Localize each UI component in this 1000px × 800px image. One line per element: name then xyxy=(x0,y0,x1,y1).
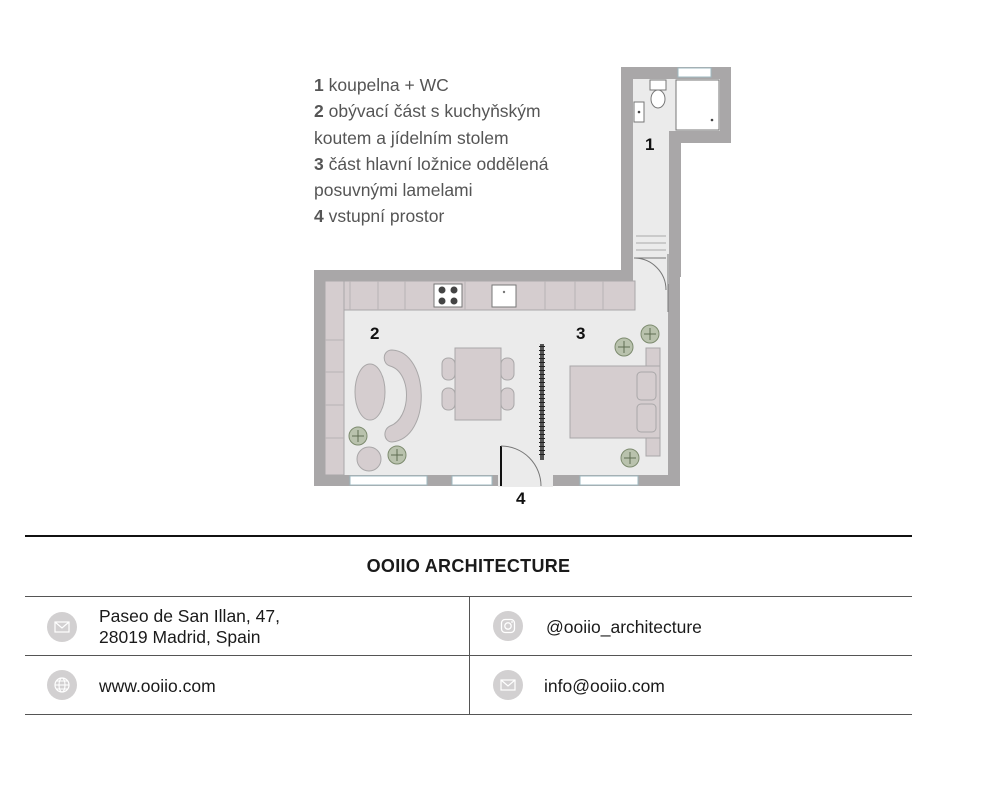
footer-top-rule xyxy=(25,535,912,537)
entrance-gap xyxy=(498,474,553,487)
email-link[interactable]: info@ooiio.com xyxy=(544,676,665,696)
mail-icon xyxy=(47,612,77,642)
legend-item-1: 1 koupelna + WC xyxy=(314,75,449,95)
kitchen-sink xyxy=(492,285,516,307)
room-legend xyxy=(314,72,548,230)
footer-divider-3 xyxy=(25,714,912,715)
room-label-3: 3 xyxy=(576,324,586,343)
sliding-lamellas xyxy=(540,344,544,460)
legend-item-2: 2 obývací část s kuchyňským xyxy=(314,101,541,122)
instagram-link[interactable]: @ooiio_architecture xyxy=(546,617,702,637)
globe-icon xyxy=(47,670,77,700)
instagram-icon xyxy=(493,611,523,641)
envelope-icon xyxy=(493,670,523,700)
website-link[interactable]: www.ooiio.com xyxy=(99,676,216,696)
room-label-2: 2 xyxy=(370,324,380,343)
room-label-1: 1 xyxy=(645,135,655,154)
legend-item-4: 4 vstupní prostor xyxy=(314,206,445,227)
legend-item-3-cont: posuvnými lamelami xyxy=(314,180,473,201)
legend-item-2-cont: koutem a jídelním stolem xyxy=(314,127,509,148)
legend-item-3: 3 část hlavní ložnice oddělená xyxy=(314,153,549,174)
room-label-4: 4 xyxy=(516,489,526,508)
footer-column-divider xyxy=(469,596,470,714)
cooktop xyxy=(434,284,462,307)
address-line-1: Paseo de San Illan, 47, xyxy=(99,606,280,626)
company-title: OOIIO ARCHITECTURE xyxy=(366,556,571,576)
address-line-2: 28019 Madrid, Spain xyxy=(99,627,261,647)
